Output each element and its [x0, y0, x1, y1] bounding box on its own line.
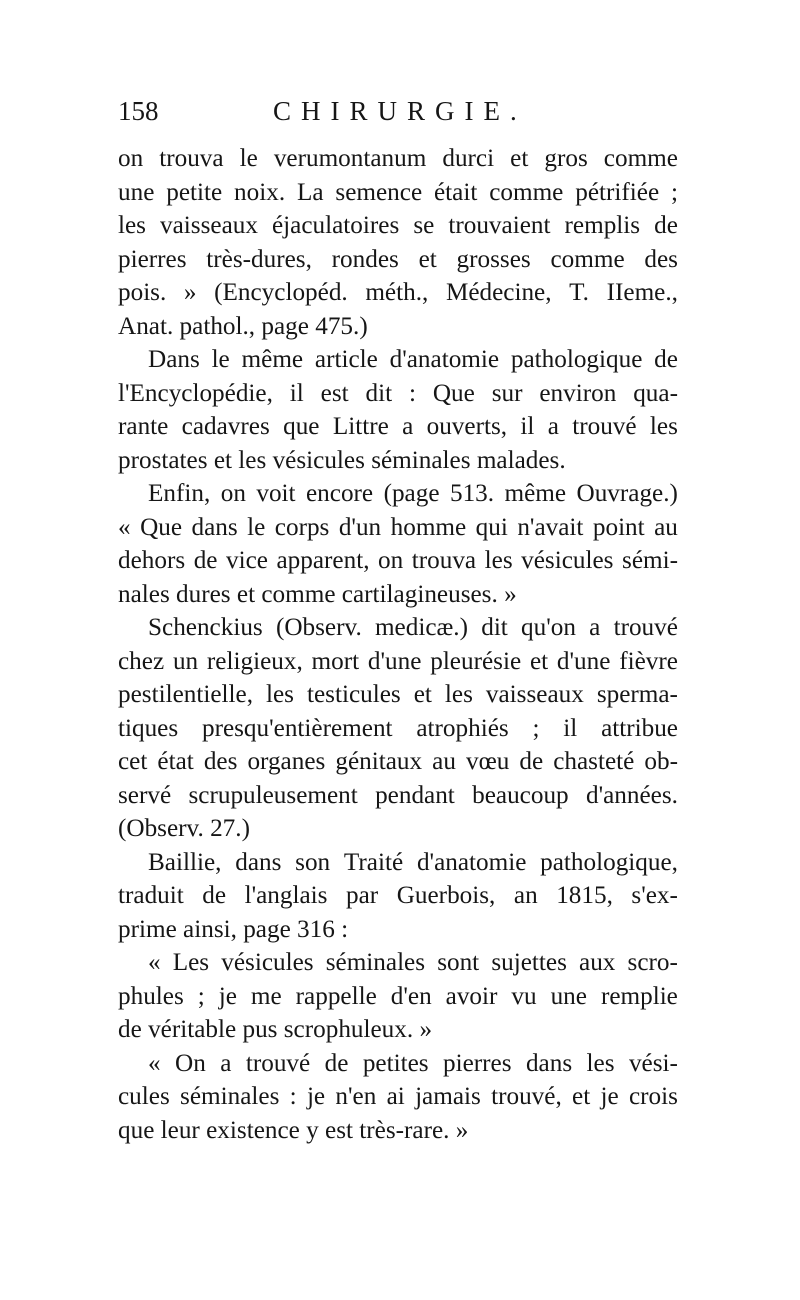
word: article [314, 346, 378, 373]
text-line [118, 678, 678, 712]
word: comme [489, 178, 564, 206]
word: d'en [390, 982, 432, 1010]
word: Que [140, 513, 183, 541]
word: n'avait [517, 513, 584, 541]
word: atrophiés [416, 714, 509, 742]
word: traduit [118, 882, 184, 909]
text-line: nales dures et comme cartilagineuses. » [118, 580, 517, 608]
word: sur [491, 379, 523, 407]
word: il [563, 714, 578, 742]
word: je [600, 1083, 619, 1110]
word: ; [197, 982, 205, 1010]
word: l'anglais [244, 882, 328, 909]
word: scro- [627, 949, 678, 976]
word: très-dures, [206, 245, 312, 273]
word: sperma- [596, 681, 678, 708]
word: pierres [118, 245, 187, 273]
word: petite [166, 178, 223, 206]
word: vésicules [521, 547, 614, 574]
word: crois [628, 1083, 678, 1110]
paragraph-start-line [118, 846, 678, 880]
book-page [118, 96, 678, 1147]
word: s'ex- [631, 882, 678, 909]
word: de [519, 748, 544, 775]
word: sujettes [491, 949, 567, 976]
word: l'Encyclopédie, [118, 379, 273, 407]
word: remplie [600, 982, 678, 1010]
text-line [118, 544, 678, 578]
word: ai [386, 1083, 405, 1110]
word: le [239, 145, 258, 172]
word: était [434, 178, 478, 206]
word: comme [550, 245, 625, 273]
word: Traité [343, 848, 404, 876]
word: fièvre [619, 647, 678, 675]
text-line [118, 712, 678, 746]
word: Guerbois, [396, 882, 496, 909]
text-line [118, 511, 678, 545]
paragraph-start-line [118, 611, 678, 645]
word: jamais [415, 1083, 481, 1110]
word: et [572, 1083, 591, 1110]
word: a [220, 1049, 232, 1077]
text-line: prostates et les vésicules séminales malades. [118, 446, 566, 474]
word: au [654, 513, 678, 541]
word: les [118, 212, 146, 239]
word: méth., [365, 279, 429, 306]
word: chez [118, 647, 165, 675]
word: trouvé, [491, 1083, 562, 1110]
word: une [118, 178, 155, 206]
word: au [432, 748, 456, 775]
word: dans [525, 1049, 573, 1077]
word: an [513, 882, 538, 909]
word: même [504, 480, 567, 507]
word: sont [437, 949, 480, 976]
text-line [118, 243, 678, 277]
word: aux [579, 949, 616, 976]
word: (page [383, 480, 440, 507]
word: 513. [449, 480, 495, 507]
word: voit [256, 480, 296, 507]
word: : [408, 379, 416, 407]
word: petites [362, 1049, 429, 1077]
word: séminales [180, 1083, 280, 1110]
word: pestilentielle, [118, 681, 253, 708]
text-line: que leur existence y est très-rare. » [118, 1116, 469, 1144]
word: pathologique, [540, 848, 678, 876]
word: qui [475, 513, 508, 541]
word: je [306, 1083, 326, 1110]
word: chasteté [553, 748, 635, 775]
word: des [203, 748, 238, 775]
word: ; [532, 714, 540, 742]
word: encore [306, 480, 374, 507]
word: cules [118, 1083, 170, 1110]
word: vu [511, 982, 537, 1010]
word: Enfin, [148, 480, 211, 507]
word: a [547, 413, 559, 440]
word: rappelle [295, 982, 377, 1010]
word: ouverts, [426, 413, 508, 440]
text-line [118, 209, 678, 243]
word: de [654, 212, 678, 239]
word: le [247, 513, 266, 541]
word: rante [118, 413, 169, 440]
word: les [484, 547, 513, 574]
word: pathologique [510, 346, 643, 373]
word: vaisseaux [160, 212, 258, 239]
word: Baillie, [148, 848, 222, 876]
text-line [118, 745, 678, 779]
quote-start-line [118, 1047, 678, 1081]
word: (Observ. [275, 614, 362, 641]
word: d'une [367, 647, 422, 675]
word: une [550, 982, 587, 1010]
word: mort [311, 647, 360, 675]
word: vœu [465, 748, 510, 775]
body-text [118, 142, 678, 1147]
text-line [118, 645, 678, 679]
text-line [118, 276, 678, 310]
word: (Encyclopéd. [214, 279, 348, 306]
word: trouvé [572, 413, 637, 440]
word: de [202, 882, 227, 909]
text-line: (Observ. 27.) [118, 815, 250, 842]
word: il [289, 379, 304, 407]
word: IIeme., [606, 279, 678, 306]
paragraph-start-line [118, 477, 678, 511]
paragraph-start-line [118, 343, 678, 377]
text-line: de véritable pus scrophuleux. » [118, 1016, 433, 1043]
word: se [413, 212, 435, 239]
word: trouva [159, 145, 224, 172]
word: servé [118, 781, 172, 809]
word: durci [442, 145, 495, 172]
word: est [320, 379, 349, 407]
word: Les [172, 949, 210, 976]
word: je [218, 982, 237, 1010]
word: La [296, 178, 324, 206]
word: d'un [338, 513, 382, 541]
word: que [283, 413, 320, 440]
word: de [654, 346, 678, 373]
text-line: Anat. pathol., page 475.) [118, 312, 368, 340]
word: et [510, 145, 529, 172]
word: par [346, 882, 379, 909]
word: a [589, 614, 601, 641]
word: Dans [148, 346, 200, 373]
word: On [175, 1049, 206, 1077]
word: dehors [118, 547, 186, 574]
word: le [211, 346, 230, 373]
word: pleurésie [430, 647, 522, 675]
word: d'anatomie [416, 848, 527, 876]
word: attribue [601, 714, 678, 742]
word: scrupuleusement [188, 781, 358, 809]
word: medicæ.) [374, 614, 468, 641]
word: rondes [331, 245, 399, 273]
word: ; [670, 178, 678, 206]
word: dit [365, 379, 393, 407]
word: de [193, 547, 218, 574]
text-line [118, 410, 678, 444]
word: de [324, 1049, 349, 1077]
text-line [118, 142, 678, 176]
word: vaisseaux [485, 681, 584, 708]
word: Que [432, 379, 475, 407]
word: et [413, 681, 432, 708]
word: noix. [234, 178, 286, 206]
word: « [148, 949, 161, 976]
page-header [118, 96, 678, 142]
quote-start-line [118, 946, 678, 980]
page-number: 158 [118, 96, 159, 126]
text-line [118, 1080, 678, 1114]
word: remplis [564, 212, 641, 239]
word: et [529, 647, 549, 675]
word: vési- [628, 1049, 678, 1077]
text-line [118, 779, 678, 813]
word: d'une [556, 647, 611, 675]
word: trouvé [613, 614, 678, 641]
word: Littre [332, 413, 389, 440]
text-line [118, 879, 678, 913]
word: ob- [644, 748, 678, 775]
word: qua- [633, 379, 678, 407]
word: génitaux [335, 748, 423, 775]
word: Schenckius [148, 614, 263, 641]
word: d'années. [585, 781, 678, 809]
word: les [266, 681, 294, 708]
word: « [118, 513, 131, 541]
word: on [220, 480, 246, 507]
word: me [250, 982, 282, 1010]
word: apparent, [276, 547, 370, 574]
word: « [148, 1049, 161, 1077]
word: presqu'entièrement [201, 714, 393, 742]
word: un [172, 647, 199, 675]
word: éjaculatoires [272, 212, 400, 239]
word: sémi- [622, 547, 678, 574]
word: et [418, 245, 437, 273]
word: vice [226, 547, 268, 574]
word: verumontanum [273, 145, 427, 172]
word: les [586, 1049, 615, 1077]
word: tiques [118, 714, 179, 742]
word: Médecine, [445, 279, 552, 306]
word: organes [247, 748, 326, 775]
word: même [241, 346, 304, 373]
word: des [644, 245, 678, 273]
word: phules [118, 982, 184, 1010]
word: gros [544, 145, 588, 172]
word: pierres [443, 1049, 512, 1077]
word: trouvaient [448, 212, 551, 239]
word: pendant [375, 781, 455, 809]
word: religieux, [206, 647, 303, 675]
word: trouvé [245, 1049, 311, 1077]
word: : [289, 1083, 297, 1110]
word: Ouvrage.) [576, 480, 678, 507]
text-line [118, 980, 678, 1014]
word: grosses [456, 245, 531, 273]
word: pétrifiée [575, 178, 660, 206]
word: d'anatomie [389, 346, 500, 373]
word: a [402, 413, 414, 440]
word: état [157, 748, 194, 775]
word: trouva [411, 547, 477, 574]
word: corps [274, 513, 330, 541]
word: 1815, [556, 882, 613, 909]
word: les [649, 413, 678, 440]
word: comme [603, 145, 678, 172]
word: il [520, 413, 535, 440]
word: avoir [445, 982, 498, 1010]
text-line [118, 176, 678, 210]
word: son [295, 848, 331, 876]
word: vésicules [221, 949, 314, 976]
word: » [183, 279, 197, 306]
word: dans [191, 513, 238, 541]
word: beaucoup [472, 781, 569, 809]
word: qu'on [521, 614, 576, 641]
word: les [444, 681, 473, 708]
word: testicules [306, 681, 401, 708]
word: pois. [118, 279, 167, 306]
word: T. [569, 279, 589, 306]
word: semence [335, 178, 423, 206]
word: on [378, 547, 404, 574]
word: environ [539, 379, 617, 407]
word: point [592, 513, 645, 541]
word: dit [481, 614, 508, 641]
word: on [118, 145, 144, 172]
word: n'en [335, 1083, 377, 1110]
word: dans [235, 848, 282, 876]
word: séminales [325, 949, 426, 976]
word: cadavres [181, 413, 270, 440]
word: cet [118, 748, 148, 775]
word: homme [390, 513, 467, 541]
running-title: CHIRURGIE. [273, 96, 527, 126]
text-line [118, 377, 678, 411]
text-line: prime ainsi, page 316 : [118, 915, 349, 943]
